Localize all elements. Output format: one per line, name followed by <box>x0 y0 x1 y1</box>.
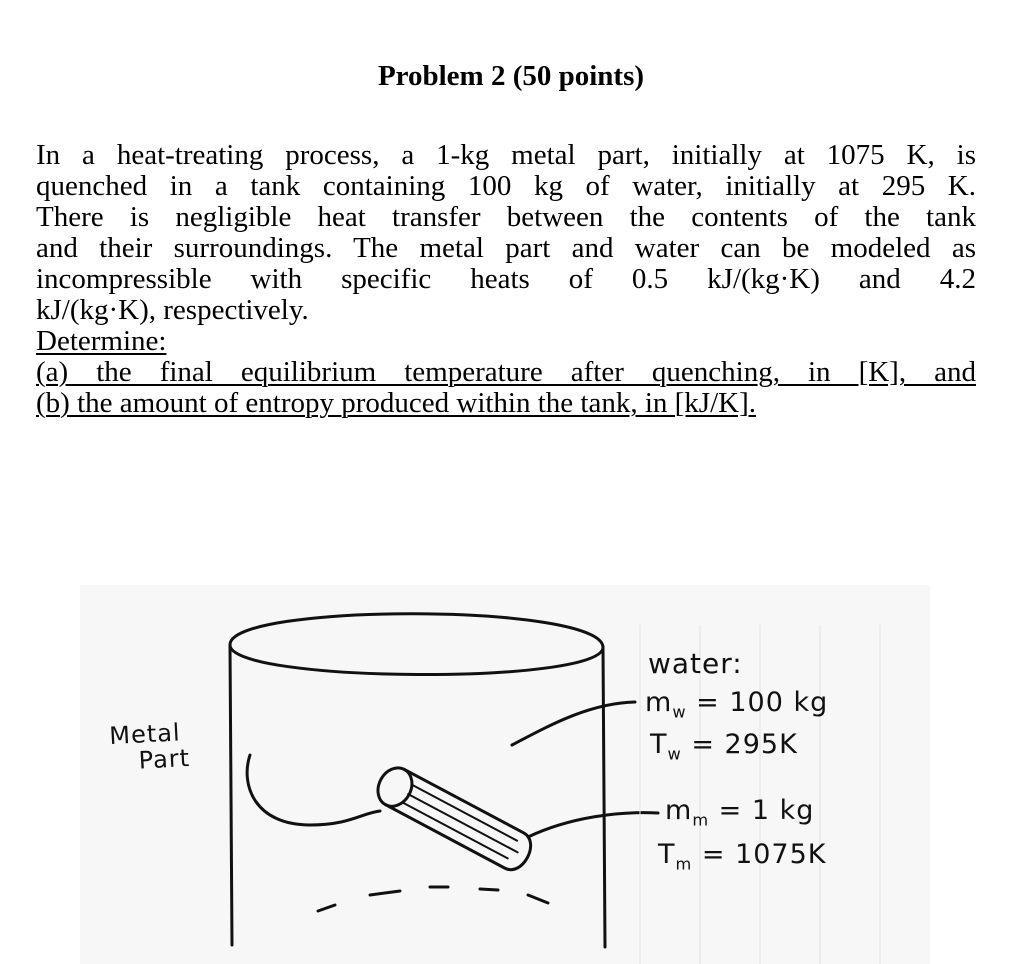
statement-line: incompressible with specific heats of 0.5 kJ/(kg·K) and 4.2 <box>36 263 976 295</box>
part-a: (a) the final equilibrium temperature after quenching, in [K], and <box>36 356 976 388</box>
metal-part-label: Metal Part <box>108 718 191 775</box>
metal-temperature-label: $T_m = 1075K$ <box>658 839 827 874</box>
part-b: (b) the amount of entropy produced within the tank, in [kJ/K]. <box>36 387 757 419</box>
problem-title: Problem 2 (50 points) <box>377 60 645 92</box>
water-leader <box>512 702 635 745</box>
tank-sketch <box>80 585 930 964</box>
tank-left-wall <box>230 645 232 945</box>
statement-line: In a heat-treating process, a 1-kg metal part, initially at 1075 K, is <box>36 139 976 171</box>
determine-heading: Determine: <box>36 325 167 357</box>
statement-line: and their surroundings. The metal part and water can be modeled as <box>36 232 976 264</box>
statement-line: There is negligible heat transfer between the contents of the tank <box>36 201 976 233</box>
water-mass-label: $m_w = 100$ kg <box>645 687 829 722</box>
problem-statement <box>36 140 976 419</box>
tank-right-wall <box>603 647 605 947</box>
statement-line: kJ/(kg·K), respectively. <box>36 294 309 326</box>
tank-top-edge <box>230 614 603 675</box>
water-label: water: <box>648 647 743 680</box>
metal-mass-label: $m_m = 1$ kg <box>665 795 815 830</box>
tank-bottom-dashes <box>318 887 548 911</box>
metal-part <box>371 762 536 875</box>
water-temperature-label: $T_w = 295K$ <box>650 729 798 764</box>
metal-value-leader <box>528 813 658 837</box>
tank-drawing <box>80 585 930 964</box>
metal-leader <box>247 755 380 825</box>
statement-line: quenched in a tank containing 100 kg of water, initially at 295 K. <box>36 170 976 202</box>
